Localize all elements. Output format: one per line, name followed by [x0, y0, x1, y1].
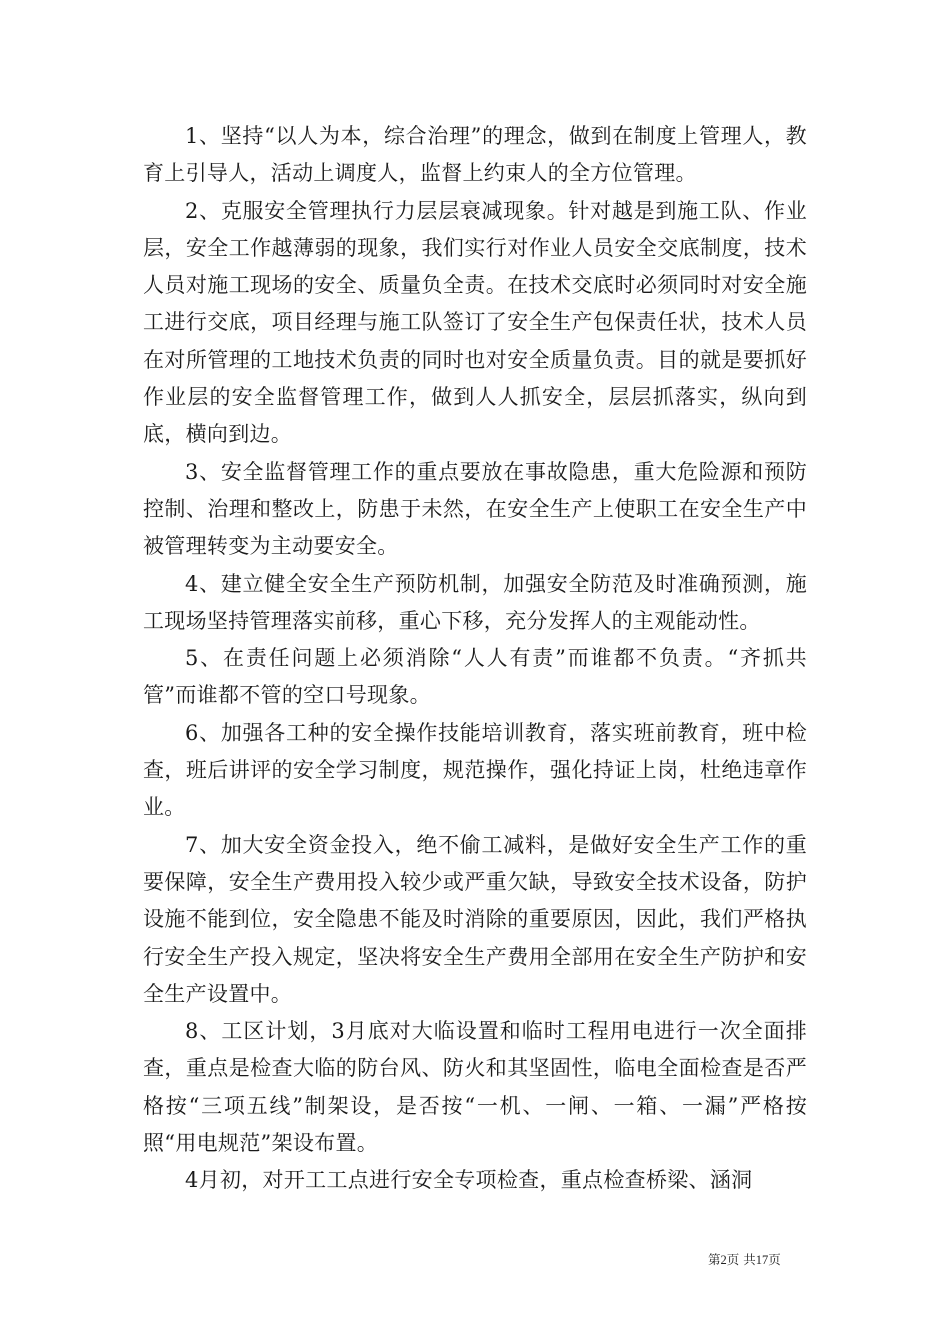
- paragraph-5: 5、在责任问题上必须消除“人人有责”而谁都不负责。“齐抓共管”而谁都不管的空口号现象。: [143, 646, 807, 708]
- paragraph-2: 2、克服安全管理执行力层层衰减现象。针对越是到施工队、作业层，安全工作越薄弱的现象，我们实行对作业人员安全交底制度，技术人员对施工现场的安全、质量负全责。在技术交底时必须同时对安全施工进行交底，项目经理与施工队签订了安全生产包保责任状，技术人员在对所管理的工地技术负责的同时也对安全质量负责。目的就是要抓好作业层的安全监督管理工作，做到人人抓安全，层层抓落实，纵向到底，横向到边。: [143, 198, 807, 447]
- footer-middle: 页 共: [726, 1252, 756, 1267]
- paragraph-9: 4月初，对开工工点进行安全专项检查，重点检查桥梁、涵洞: [185, 1168, 753, 1193]
- document-body: [143, 118, 807, 1200]
- paragraph-3: 3、安全监督管理工作的重点要放在事故隐患，重大危险源和预防控制、治理和整改上，防患于未然，在安全生产上使职工在安全生产中被管理转变为主动要安全。: [143, 459, 807, 559]
- paragraph-8: 8、工区计划，3月底对大临设置和临时工程用电进行一次全面排查，重点是检查大临的防台风、防火和其坚固性，临电全面检查是否严格按“三项五线”制架设，是否按“一机、一闸、一箱、一漏”严格按照“用电规范”架设布置。: [143, 1019, 807, 1156]
- page-number-footer: [708, 1250, 781, 1268]
- paragraph-7: 7、加大安全资金投入，绝不偷工减料，是做好安全生产工作的重要保障，安全生产费用投入较少或严重欠缺，导致安全技术设备，防护设施不能到位，安全隐患不能及时消除的重要原因，因此，我们严格执行安全生产投入规定，坚决将安全生产费用全部用在安全生产防护和安全生产设置中。: [143, 832, 807, 1006]
- footer-prefix: 第: [708, 1252, 721, 1267]
- total-page-count: 17: [755, 1253, 769, 1267]
- paragraph-6: 6、加强各工种的安全操作技能培训教育，落实班前教育，班中检查，班后讲评的安全学习制度，规范操作，强化持证上岗，杜绝违章作业。: [143, 720, 807, 820]
- footer-suffix: 页: [768, 1252, 781, 1267]
- paragraph-4: 4、建立健全安全生产预防机制，加强安全防范及时准确预测，施工现场坚持管理落实前移，重心下移，充分发挥人的主观能动性。: [143, 571, 807, 633]
- paragraph-1: 1、坚持“以人为本，综合治理”的理念，做到在制度上管理人，教育上引导人，活动上调度人，监督上约束人的全方位管理。: [143, 124, 807, 186]
- current-page-number: 2: [720, 1253, 727, 1267]
